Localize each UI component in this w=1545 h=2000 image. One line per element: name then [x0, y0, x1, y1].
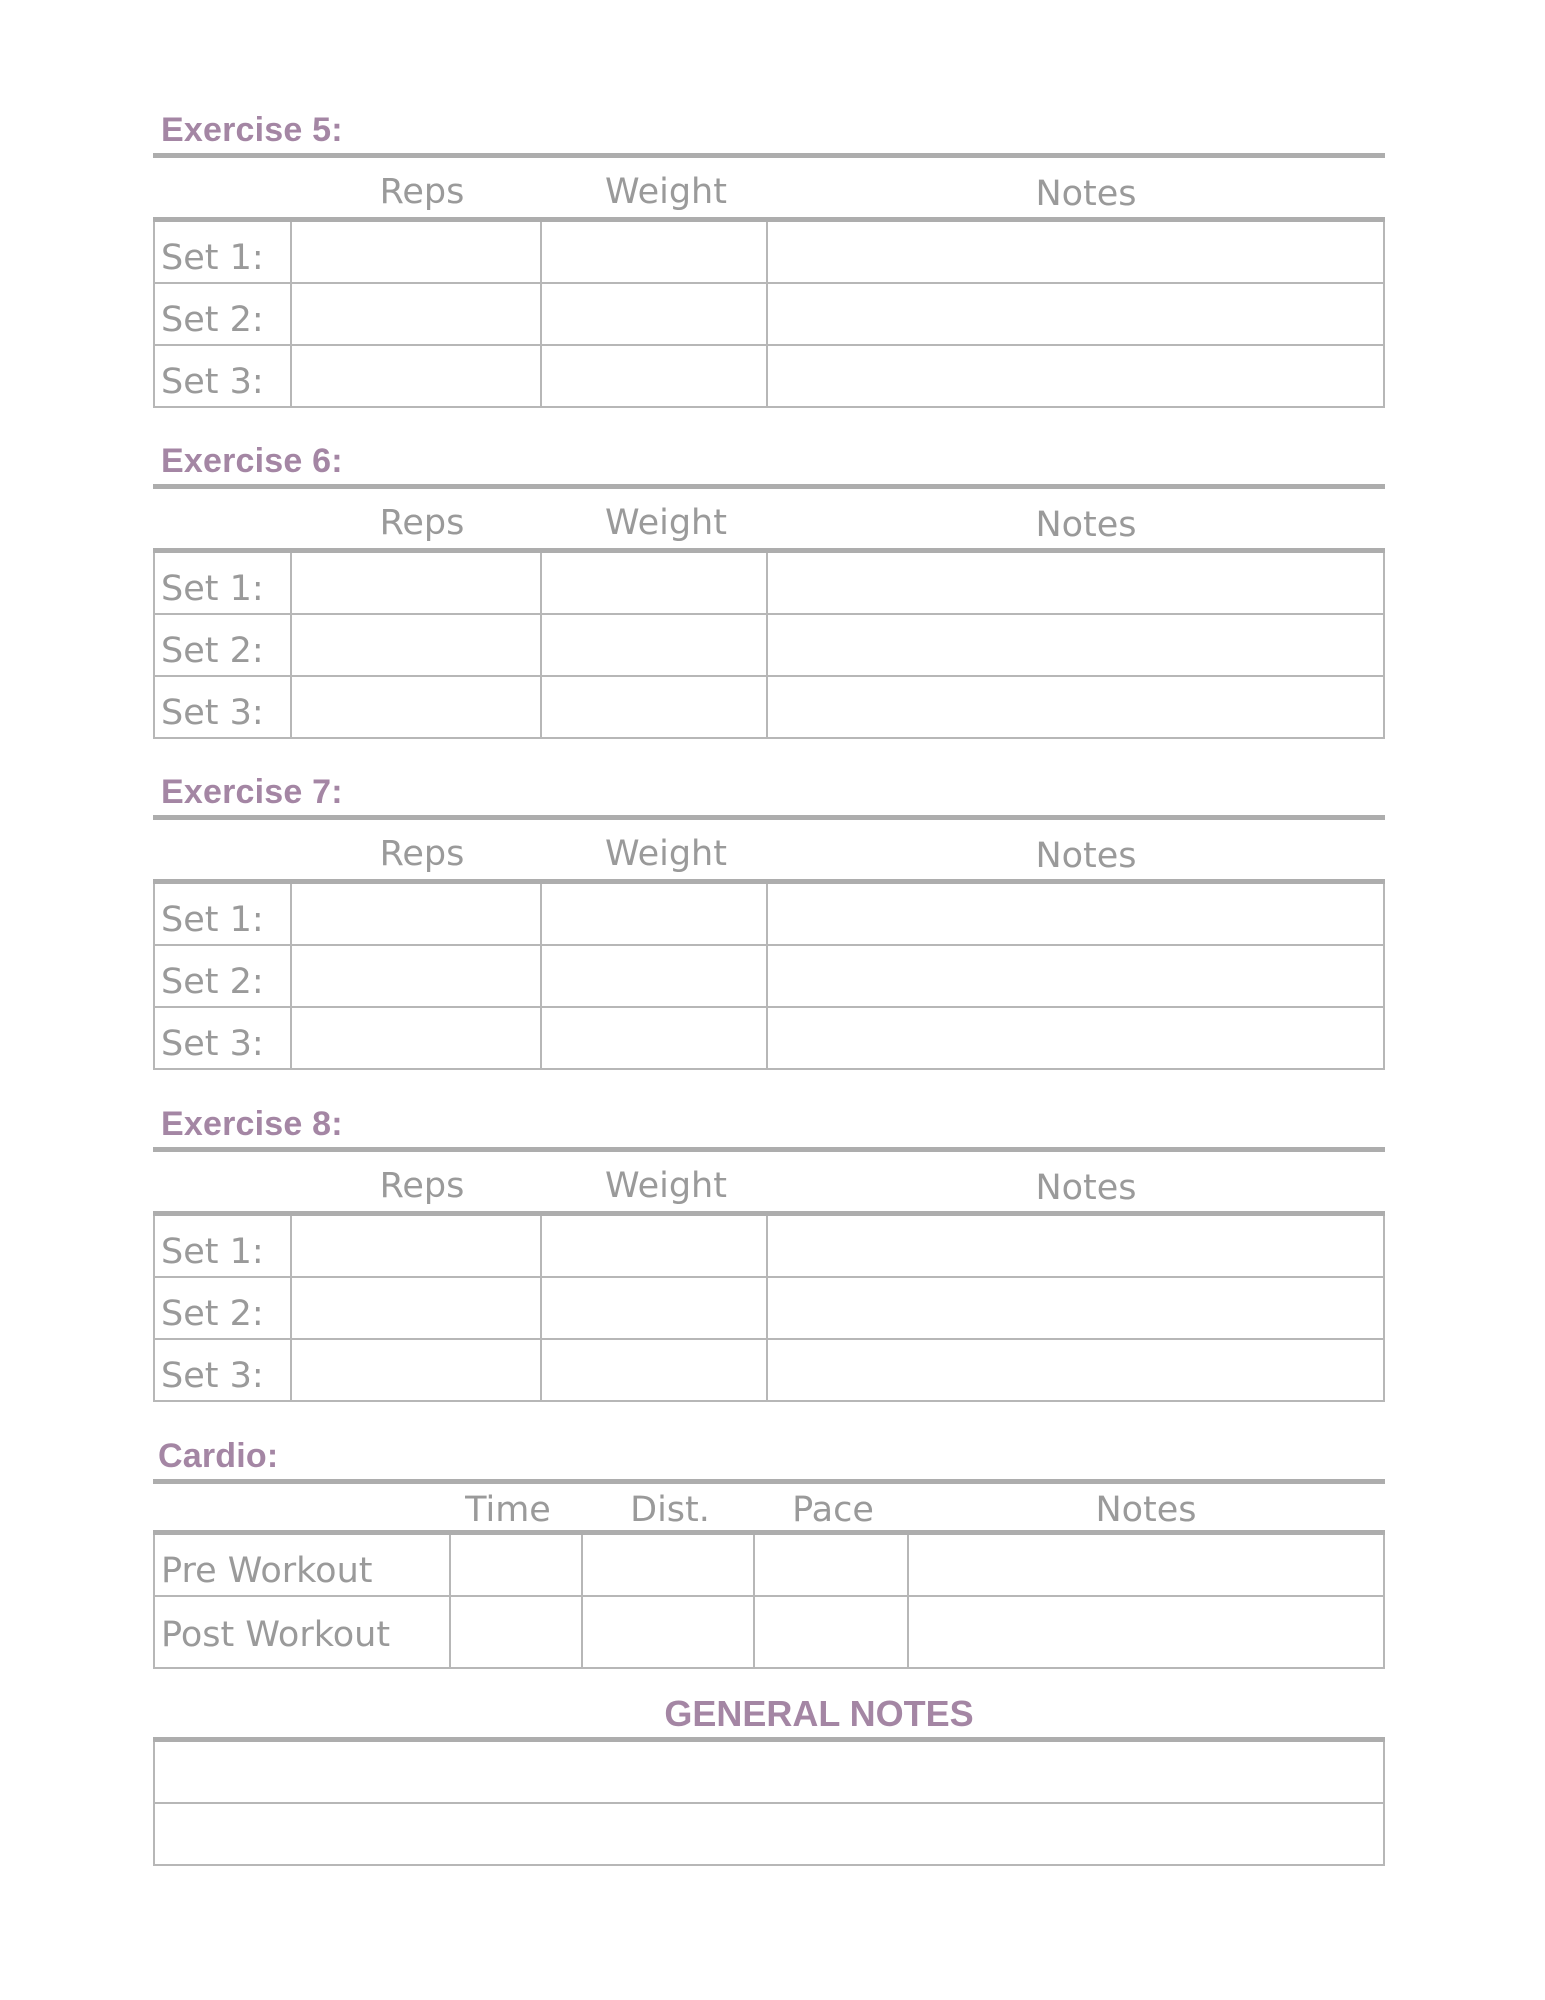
set-label-cell — [153, 1340, 290, 1400]
set-label: Set 1: — [161, 569, 264, 609]
weight-field[interactable] — [540, 284, 766, 344]
notes-field[interactable] — [766, 677, 1385, 737]
column-header-weight: Weight — [605, 834, 727, 874]
column-header-notes: Notes — [1035, 1168, 1137, 1208]
column-header-notes: Notes — [1095, 1490, 1197, 1530]
cardio-label-cell — [153, 1535, 449, 1595]
notes-field[interactable] — [766, 946, 1385, 1006]
weight-field[interactable] — [540, 1340, 766, 1400]
set-label: Set 1: — [161, 238, 264, 278]
notes-field[interactable] — [766, 284, 1385, 344]
reps-field[interactable] — [290, 1008, 540, 1068]
set-label: Set 2: — [161, 962, 264, 1002]
set-row — [153, 284, 1385, 346]
set-label: Set 1: — [161, 900, 264, 940]
sets-grid — [153, 879, 1385, 1070]
exercise-section-7 — [153, 772, 1385, 1072]
exercise-title: Exercise 5: — [161, 111, 343, 149]
column-header-notes: Notes — [1035, 505, 1137, 545]
set-row — [153, 346, 1385, 408]
set-label-cell — [153, 677, 290, 737]
reps-field[interactable] — [290, 222, 540, 282]
reps-field[interactable] — [290, 1340, 540, 1400]
column-header-reps: Reps — [379, 834, 465, 874]
weight-field[interactable] — [540, 553, 766, 613]
pace-field[interactable] — [753, 1535, 907, 1595]
notes-field[interactable] — [766, 1216, 1385, 1276]
distance-field[interactable] — [581, 1535, 753, 1595]
exercise-title: Exercise 6: — [161, 442, 343, 480]
set-row — [153, 1216, 1385, 1278]
set-row — [153, 553, 1385, 615]
column-header-notes: Notes — [1035, 836, 1137, 876]
notes-line — [153, 1742, 1385, 1804]
notes-field[interactable] — [766, 1340, 1385, 1400]
reps-field[interactable] — [290, 346, 540, 406]
column-header-time: Time — [465, 1490, 551, 1530]
weight-field[interactable] — [540, 884, 766, 944]
set-row — [153, 615, 1385, 677]
cardio-grid — [153, 1530, 1385, 1669]
notes-field[interactable] — [907, 1535, 1385, 1595]
set-label-cell — [153, 946, 290, 1006]
notes-field[interactable] — [766, 346, 1385, 406]
set-row — [153, 884, 1385, 946]
weight-field[interactable] — [540, 677, 766, 737]
cardio-title: Cardio: — [158, 1437, 279, 1475]
distance-field[interactable] — [581, 1597, 753, 1667]
cardio-section — [153, 1436, 1385, 1676]
time-field[interactable] — [449, 1597, 581, 1667]
notes-field[interactable] — [766, 553, 1385, 613]
general-notes-grid — [153, 1737, 1385, 1866]
weight-field[interactable] — [540, 615, 766, 675]
notes-line — [153, 1804, 1385, 1866]
weight-field[interactable] — [540, 222, 766, 282]
set-label: Set 3: — [161, 1024, 264, 1064]
set-label-cell — [153, 615, 290, 675]
general-notes-section — [153, 1694, 1385, 1874]
set-row — [153, 1340, 1385, 1402]
notes-field[interactable] — [766, 1008, 1385, 1068]
general-notes-field[interactable] — [153, 1742, 1385, 1802]
column-header-reps: Reps — [379, 1166, 465, 1206]
set-label-cell — [153, 1008, 290, 1068]
general-notes-field[interactable] — [153, 1804, 1385, 1864]
set-label: Set 2: — [161, 631, 264, 671]
set-label-cell — [153, 346, 290, 406]
set-label: Set 2: — [161, 300, 264, 340]
weight-field[interactable] — [540, 1216, 766, 1276]
notes-field[interactable] — [766, 884, 1385, 944]
notes-field[interactable] — [766, 222, 1385, 282]
set-label: Set 3: — [161, 362, 264, 402]
column-header-weight: Weight — [605, 503, 727, 543]
title-rule — [153, 1147, 1385, 1152]
column-header-weight: Weight — [605, 1166, 727, 1206]
exercise-section-8 — [153, 1104, 1385, 1404]
reps-field[interactable] — [290, 553, 540, 613]
reps-field[interactable] — [290, 284, 540, 344]
cardio-label-cell — [153, 1597, 449, 1667]
cardio-label: Pre Workout — [161, 1551, 373, 1591]
set-label-cell — [153, 222, 290, 282]
cardio-row — [153, 1535, 1385, 1597]
exercise-title: Exercise 7: — [161, 773, 343, 811]
sets-grid — [153, 217, 1385, 408]
column-header-pace: Pace — [792, 1490, 874, 1530]
cardio-label: Post Workout — [161, 1615, 391, 1655]
set-label-cell — [153, 884, 290, 944]
notes-field[interactable] — [766, 1278, 1385, 1338]
reps-field[interactable] — [290, 1216, 540, 1276]
column-header-reps: Reps — [379, 503, 465, 543]
set-label: Set 1: — [161, 1232, 264, 1272]
set-label-cell — [153, 1278, 290, 1338]
reps-field[interactable] — [290, 1278, 540, 1338]
exercise-section-5 — [153, 110, 1385, 410]
set-label-cell — [153, 1216, 290, 1276]
set-row — [153, 1008, 1385, 1070]
set-row — [153, 946, 1385, 1008]
set-row — [153, 677, 1385, 739]
set-label-cell — [153, 553, 290, 613]
title-rule — [153, 153, 1385, 158]
notes-field[interactable] — [907, 1597, 1385, 1667]
weight-field[interactable] — [540, 946, 766, 1006]
set-row — [153, 222, 1385, 284]
set-label: Set 2: — [161, 1294, 264, 1334]
cardio-row — [153, 1597, 1385, 1669]
sets-grid — [153, 1211, 1385, 1402]
column-header-reps: Reps — [379, 172, 465, 212]
set-label-cell — [153, 284, 290, 344]
weight-field[interactable] — [540, 1008, 766, 1068]
column-header-notes: Notes — [1035, 174, 1137, 214]
reps-field[interactable] — [290, 677, 540, 737]
title-rule — [153, 1479, 1385, 1484]
title-rule — [153, 484, 1385, 489]
reps-field[interactable] — [290, 946, 540, 1006]
column-header-weight: Weight — [605, 172, 727, 212]
sets-grid — [153, 548, 1385, 739]
general-notes-title: GENERAL NOTES — [664, 1693, 974, 1734]
column-header-dist: Dist. — [630, 1490, 710, 1530]
weight-field[interactable] — [540, 346, 766, 406]
pace-field[interactable] — [753, 1597, 907, 1667]
weight-field[interactable] — [540, 1278, 766, 1338]
reps-field[interactable] — [290, 615, 540, 675]
set-row — [153, 1278, 1385, 1340]
title-rule — [153, 815, 1385, 820]
notes-field[interactable] — [766, 615, 1385, 675]
reps-field[interactable] — [290, 884, 540, 944]
set-label: Set 3: — [161, 693, 264, 733]
exercise-section-6 — [153, 441, 1385, 741]
time-field[interactable] — [449, 1535, 581, 1595]
exercise-title: Exercise 8: — [161, 1105, 343, 1143]
set-label: Set 3: — [161, 1356, 264, 1396]
